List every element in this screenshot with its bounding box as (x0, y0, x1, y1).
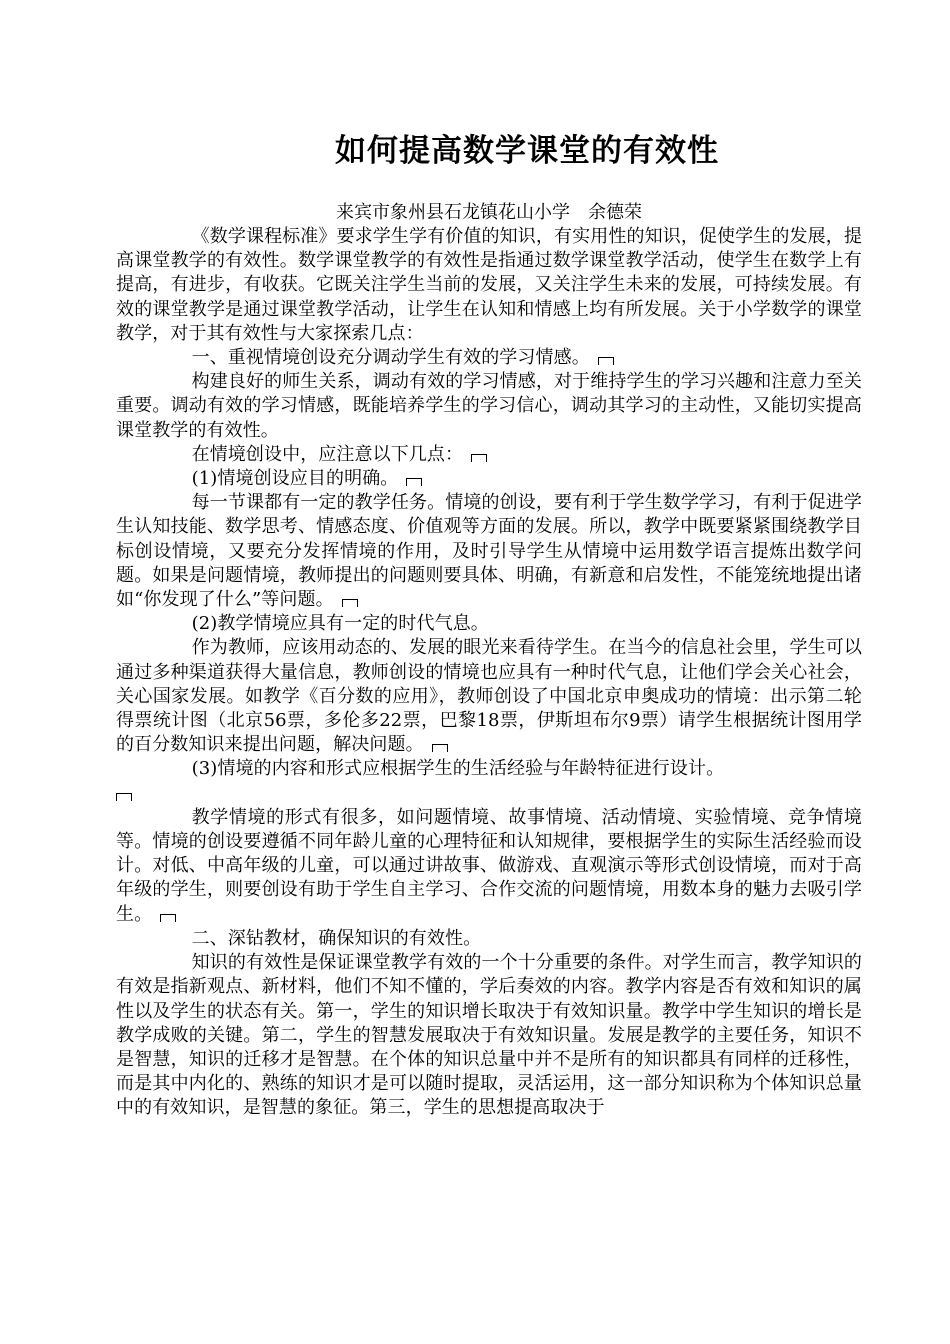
paragraph-text: 在情境创设中，应注意以下几点： (191, 443, 464, 465)
paragraph-mark-icon (471, 454, 487, 462)
paragraph-text: 一、重视情境创设充分调动学生有效的学习情感。 (191, 347, 590, 369)
body-paragraph (116, 636, 862, 757)
section-heading-1 (116, 346, 862, 370)
intro-paragraph (116, 225, 862, 346)
paragraph-text: (2)教学情境应具有一定的时代气息。 (191, 613, 489, 635)
author-line: 来宾市象州县石龙镇花山小学 余德荣 (336, 202, 642, 223)
paragraph-mark-icon (342, 599, 358, 607)
body-paragraph (116, 443, 862, 467)
paragraph-text: (1)情境创设应目的明确。 (191, 468, 399, 490)
document-title: 如何提高数学课堂的有效性 (335, 133, 719, 169)
sub-heading (116, 757, 862, 805)
paragraph-text: 《数学课程标准》要求学生学有价值的知识，有实用性的知识，促使学生的发展，提高课堂教学的有效性。数学课堂教学的有效性是指通过数学课堂教学活动，使学生在数学上有提高，有进步，有收获。它既关注学生当前的发展，又关注学生未来的发展，可持续发展。有效的课堂教学是通过课堂教学活动，让学生在认知和情感上均有所发展。关于小学数学的课堂教学，对于其有效性与大家探索几点： (116, 226, 862, 344)
paragraph-mark-icon (116, 793, 132, 801)
body-paragraph (116, 951, 862, 1120)
paragraph-text: 二、深钻教材，确保知识的有效性。 (191, 927, 482, 949)
section-heading-2 (116, 927, 862, 951)
paragraph-mark-icon (598, 357, 614, 365)
paragraph-text: 每一节课都有一定的教学任务。情境的创设，要有利于学生数学学习，有利于促进学生认知技能、数学思考、情感态度、价值观等方面的发展。所以，教学中既要紧紧围绕教学目标创设情境，又要充分发挥情境的作用，及时引导学生从情境中运用数学语言提炼出数学问题。如果是问题情境，教师提出的问题则要具体、明确，有新意和启发性，不能笼统地提出诸如“你发现了什么”等问题。 (116, 492, 862, 611)
paragraph-mark-icon (432, 744, 448, 752)
body-paragraph (116, 491, 862, 612)
body-paragraph (116, 806, 862, 927)
body-paragraph (116, 370, 862, 443)
paragraph-mark-icon (406, 478, 422, 486)
paragraph-text: 作为教师，应该用动态的、发展的眼光来看待学生。在当今的信息社会里，学生可以通过多种渠道获得大量信息，教师创设的情境也应具有一种时代气息，让他们学会关心社会，关心国家发展。如教学《百分数的应用》，教师创设了中国北京申奥成功的情境：出示第二轮得票统计图（北京56票，多伦多22票，巴黎18票，伊斯坦布尔9票）请学生根据统计图用学的百分数知识来提出问题，解决问题。 (116, 637, 862, 756)
paragraph-text: 构建良好的师生关系，调动有效的学习情感，对于维持学生的学习兴趣和注意力至关重要。调动有效的学习情感，既能培养学生的学习信心，调动其学习的主动性，又能切实提高课堂教学的有效性。 (116, 371, 862, 441)
sub-heading (116, 467, 862, 491)
paragraph-text: (3)情境的内容和形式应根据学生的生活经验与年龄特征进行设计。 (191, 758, 725, 780)
paragraph-text: 教学情境的形式有很多，如问题情境、故事情境、活动情境、实验情境、竞争情境等。情境的创设要遵循不同年龄儿童的心理特征和认知规律，要根据学生的实际生活经验而设计。对低、中高年级的儿童，可以通过讲故事、做游戏、直观演示等形式创设情境，而对于高年级的学生，则要创设有助于学生自主学习、合作交流的问题情境，用数本身的魅力去吸引学生。 (116, 806, 862, 925)
paragraph-text: 知识的有效性是保证课堂教学有效的一个十分重要的条件。对学生而言，教学知识的有效是指新观点、新材料，他们不知不懂的，学后奏效的内容。教学内容是否有效和知识的属性以及学生的状态有关。第一，学生的知识增长取决于有效知识量。教学中学生知识的增长是教学成败的关键。第二，学生的智慧发展取决于有效知识量。发展是教学的主要任务，知识不是智慧，知识的迁移才是智慧。在个体的知识总量中并不是所有的知识都具有同样的迁移性，而是其中内化的、熟练的知识才是可以随时提取，灵活运用，这一部分知识称为个体知识总量中的有效知识，是智慧的象征。第三，学生的思想提高取决于 (116, 952, 862, 1119)
document-page (116, 120, 862, 1121)
sub-heading (116, 612, 862, 636)
paragraph-mark-icon (160, 914, 176, 922)
